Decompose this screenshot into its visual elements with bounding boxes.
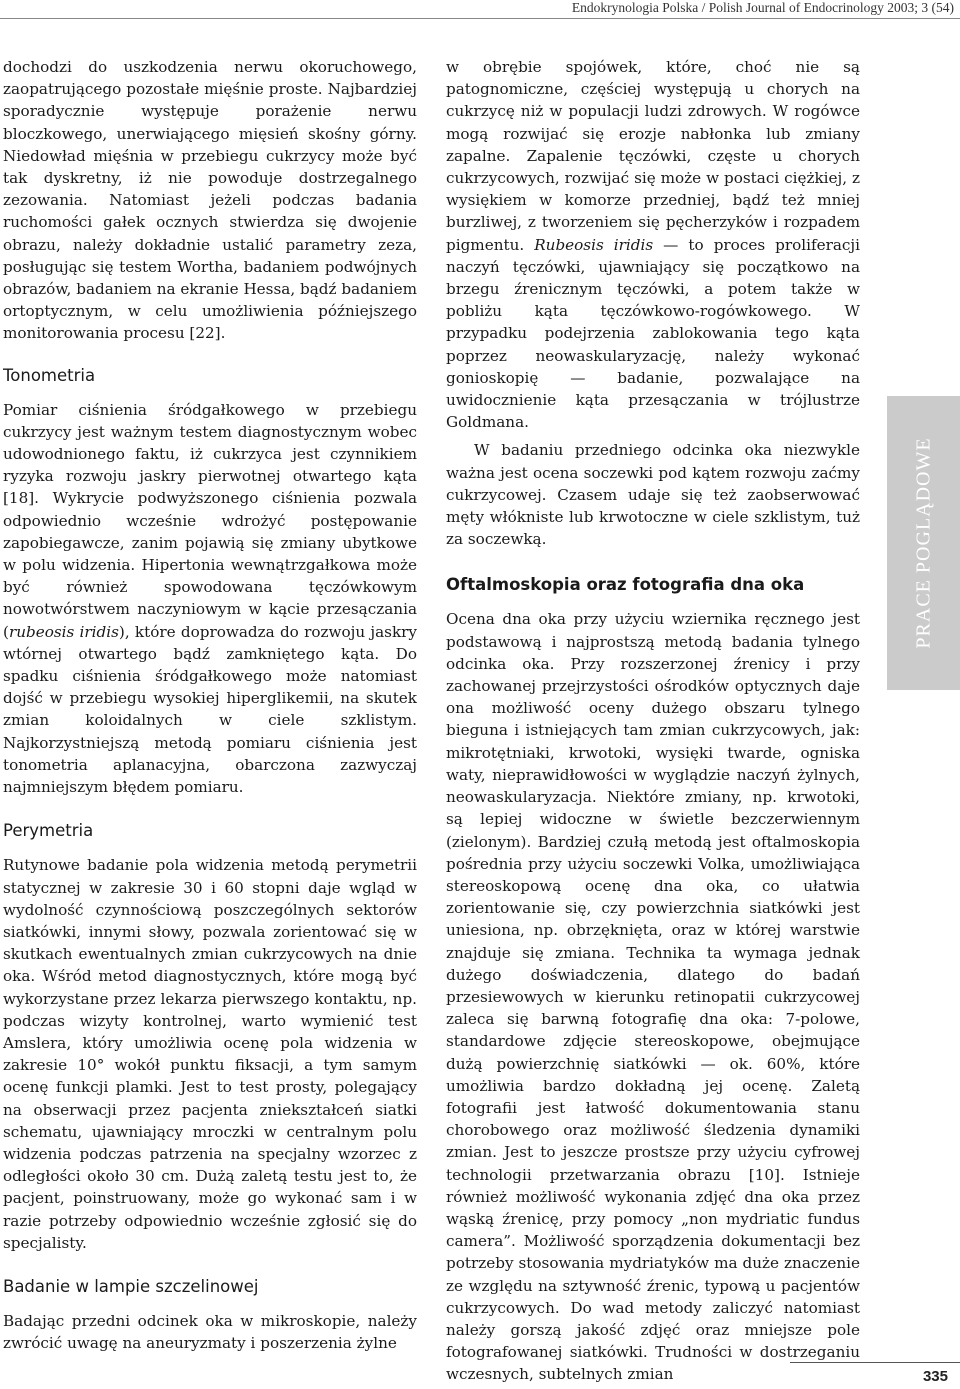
left-column [3,56,417,1354]
continuation-text-a: w obrębie spojówek, które, choć nie są patognomiczne, częściej występują u chorych na cukrzycę niż w populacji ludzi zdrowych. W rogówce mogą rozwijać się erozje nabłonka lub zmiany zapalne. Zapalenie tęczówki, częste u chorych cukrzycowych, rozwijać się może w postaci ciężkiej, z wysiękiem w komorze przedniej, bądź też mniej burzliwej, z tworzeniem się pęcherzyków i rozpadem pigmentu. [446,58,860,254]
tonometria-paragraph [3,399,417,799]
oftalmoskopia-paragraph: Ocena dna oka przy użyciu wziernika ręcznego jest podstawową i najprostszą metodą badania tylnego odcinka oka. Przy rozszerzonej źrenicy i przy zachowanej przejrzystości ośrodków optycznych daje ona możliwość oceny dużego obszaru tylnego bieguna i istniejących tam zmian cukrzycowych, jak: mikrotętniaki, krwotoki, wysięki twarde, ogniska waty, nieprawidłowości w wyglądzie naczyń żylnych, neowaskularyzacja. Niektóre zmiany, np. krwotoki, są lepiej widoczne w świetle bezczerwiennym (zielonym). Bardziej czułą metodą jest oftalmoskopia pośrednia przy użyciu soczewki Volka, umożliwiająca stereoskopową ocenę dna oka, co ułatwia zorientowanie się, czy powierzchnia siatkówki jest uniesiona, np. obrzęknięta, oraz w której warstwie znajduje się zmiana. Technika ta wymaga jednak dużego doświadczenia, dlatego do badań przesiewowych w kierunku retinopatii cukrzycowej zaleca się barwną fotografię dna oka: 7-polowe, standardowe zdjęcie stereoskopowe, obejmujące dużą powierzchnię siatkówki — ok. 60%, które umożliwia bardzo dokładną jej ocenę. Zaletą fotografii jest łatwość dokumentowania stanu chorobowego oraz możliwość śledzenia dynamiki zmian. Jest to jeszcze prostsze przy użyciu cyfrowej technologii przetwarzania obrazu [10]. Istnieje również możliwość wykonania zdjęć dna oka przez wąską źrenicę, przy pomocy „non mydriatic fundus camera”. Możliwość sporządzenia dokumentacji bez potrzeby stosowania mydriatyków ma duże znaczenie ze względu na sztywność źrenic, typową u pacjentów cukrzycowych. Do wad metody zaliczyć natomiast należy gorszą jakość zdjęć oraz mniejsze pole fotografowanej siatkówki. Trudności w dostrzeganiu wczesnych, subtelnych zmian [446,610,860,1384]
page-number: 335 [922,1368,948,1385]
continuation-text-b: — to proces proliferacji naczyń tęczówki, ujawniający się początkowo na brzegu źrenicznym tęczówki, a potem także w pobliżu kąta tęczówkowo-rogówkowego. W przypadku podejrzenia zablokowania tego kąta poprzez neowaskularyzację, należy wykonać gonioskopię — badanie, pozwalające na uwidocznienie kąta przesączania w trójlustrze Goldmana. [446,235,860,432]
lens-paragraph: W badaniu przedniego odcinka oka niezwykle ważna jest ocena soczewki pod kątem rozwoju zaćmy cukrzycowej. Czasem udaje się też zaobserwować męty włókniste lub krwotoczne w ciele szklistym, tuż za soczewką. [446,441,860,549]
intro-paragraph: dochodzi do uszkodzenia nerwu okoruchowego, zaopatrującego pozostałe mięśnie proste. Najbardziej sporadycznie występuje porażenie nerwu bloczkowego, unerwiającego mięsień skośny górny. Niedowład mięśnia w przebiegu cukrzycy może być tak dyskretny, iż nie powoduje dostrzegalnego zezowania. Natomiast jeżeli podczas badania ruchomości gałek ocznych stwierdza się dwojenie obrazu, należy dokładnie ustalić parametry zeza, posługując się testem Wortha, badaniem podwójnych obrazów, badaniem na ekranie Hessa, bądź badaniem ortoptycznym, w celu umożliwienia późniejszego monitorowania procesu [22]. [3,58,417,343]
section-side-tab [887,396,960,690]
heading-tonometria: Tonometria [3,365,96,385]
side-tab-label: PRACE POGLĄDOWE [912,437,934,649]
heading-perymetria: Perymetria [3,821,94,841]
footer-rule [790,1362,960,1363]
heading-oftalmoskopia: Oftalmoskopia oraz fotografia dna oka [446,575,805,595]
heading-lampa-szczelinowa: Badanie w lampie szczelinowej [3,1276,259,1296]
continuation-paragraph [446,56,860,433]
right-column [446,56,860,1386]
tonometria-italic-term: rubeosis iridis [8,622,119,641]
rubeosis-italic-term: Rubeosis iridis [534,235,654,254]
perymetria-paragraph: Rutynowe badanie pola widzenia metodą perymetrii statycznej w zakresie 30 i 60 stopni daje wgląd w wydolność czynnościową poszczególnych sektorów siatkówki, innymi słowy, pozwala zorientować się w skutkach ewentualnych zmian cukrzycowych na dnie oka. Wśród metod diagnostycznych, które mogą być wykorzystane przez lekarza pierwszego kontaktu, np. podczas wizyty kontrolnej, warto wymienić test Amslera, który umożliwia ocenę pola widzenia w zakresie 10° wokół punktu fiksacji, a tym samym ocenę funkcji plamki. Jest to test prosty, polegający na obserwacji przez pacjenta zniekształceń siatki schematu, ujawniający mroczki w centralnym polu widzenia podczas patrzenia na specjalny wzorzec z odległości około 30 cm. Dużą zaletą testu jest to, że pacjent, poinstruowany, może go wykonać sam i w razie potrzeby odpowiednio wcześnie zgłosić się do specjalisty. [3,856,417,1252]
header-rule [0,18,960,19]
lampa-paragraph: Badając przedni odcinek oka w mikroskopie, należy zwrócić uwagę na aneuryzmaty i poszerzenia żylne [3,1311,417,1353]
tonometria-text-a: Pomiar ciśnienia śródgałkowego w przebiegu cukrzycy jest ważnym testem diagnostycznym wobec udowodnionego faktu, iż cukrzyca jest czynnikiem ryzyka rozwoju jaskry pierwotnej otwartego kąta [18]. Wykrycie podwyższonego ciśnienia pozwala odpowiednio wcześnie wdrożyć postępowanie zapobiegawcze, zanim pojawią się zmiany ubytkowe w polu widzenia. Hipertonia wewnątrzgałkowa może być również spowodowana tęczówkowym nowotwórstwem naczyniowym w kącie przesączania ( [3,400,417,641]
running-header: Endokrynologia Polska / Polish Journal of Endocrinology 2003; 3 (54) [571,0,954,15]
tonometria-text-b: ), które doprowadza do rozwoju jaskry wtórnej otwartego bądź zamkniętego kąta. Do spadku ciśnienia śródgałkowego może natomiast dojść w przebiegu wysokiej hiperglikemii, na skutek zmian koloidalnych w ciele szklistym. Najkorzystniejszą metodą pomiaru ciśnienia jest tonometria aplanacyjna, obarczona zazwyczaj najmniejszym błędem pomiaru. [3,622,417,797]
